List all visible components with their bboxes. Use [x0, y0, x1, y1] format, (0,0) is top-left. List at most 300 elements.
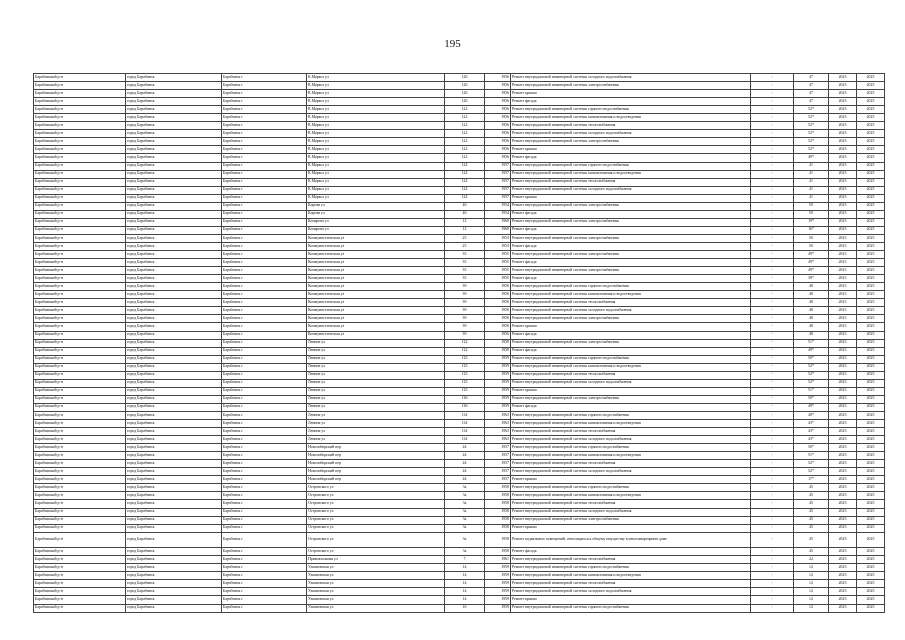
settlement-cell: город Барабинск — [126, 259, 222, 267]
cost-cell: - — [751, 242, 794, 250]
house-number-cell: 122 — [445, 114, 485, 122]
cost-cell: - — [751, 218, 794, 226]
end-year-cell: 2025 — [857, 363, 885, 371]
locality-cell: Барабинск г — [222, 154, 307, 162]
work-type-cell: Ремонт крыши — [511, 194, 751, 202]
district-cell: Барабинский р-н — [34, 122, 126, 130]
build-year-cell: 1957 — [485, 460, 511, 468]
street-cell: К.Маркса ул — [307, 194, 445, 202]
build-year-cell: 1958 — [485, 532, 511, 548]
table-row — [34, 226, 885, 234]
build-year-cell: 1963 — [485, 428, 511, 436]
build-year-cell: 1955 — [485, 259, 511, 267]
settlement-cell: город Барабинск — [126, 267, 222, 275]
cost-cell: - — [751, 484, 794, 492]
locality-cell: Барабинск г — [222, 210, 307, 218]
locality-cell: Барабинск г — [222, 259, 307, 267]
district-cell: Барабинский р-н — [34, 98, 126, 106]
wear-cell: 16* — [794, 226, 829, 234]
house-number-cell: 125 — [445, 371, 485, 379]
table-row — [34, 484, 885, 492]
settlement-cell: город Барабинск — [126, 242, 222, 250]
build-year-cell: 1958 — [485, 524, 511, 532]
work-type-cell: Ремонт внутридомовой инженерной системы холодного водоснабжения — [511, 74, 751, 82]
start-year-cell: 2023 — [829, 580, 857, 588]
locality-cell: Барабинск г — [222, 532, 307, 548]
settlement-cell: город Барабинск — [126, 130, 222, 138]
locality-cell: Барабинск г — [222, 267, 307, 275]
street-cell: Коммунистическая ул — [307, 323, 445, 331]
locality-cell: Барабинск г — [222, 122, 307, 130]
street-cell: Коммунистическая ул — [307, 299, 445, 307]
locality-cell: Барабинск г — [222, 411, 307, 419]
end-year-cell: 2025 — [857, 572, 885, 580]
locality-cell: Барабинск г — [222, 347, 307, 355]
start-year-cell: 2023 — [829, 428, 857, 436]
district-cell: Барабинский р-н — [34, 411, 126, 419]
start-year-cell: 2023 — [829, 524, 857, 532]
wear-cell: 49* — [794, 154, 829, 162]
district-cell: Барабинский р-н — [34, 194, 126, 202]
street-cell: Коммунистическая ул — [307, 259, 445, 267]
start-year-cell: 2023 — [829, 267, 857, 275]
locality-cell: Барабинск г — [222, 588, 307, 596]
cost-cell: - — [751, 74, 794, 82]
house-number-cell: 126 — [445, 395, 485, 403]
table-row — [34, 596, 885, 604]
table-row — [34, 452, 885, 460]
district-cell: Барабинский р-н — [34, 363, 126, 371]
house-number-cell: 14 — [445, 596, 485, 604]
wear-cell: 52* — [794, 363, 829, 371]
settlement-cell: город Барабинск — [126, 596, 222, 604]
district-cell: Барабинский р-н — [34, 403, 126, 411]
locality-cell: Барабинск г — [222, 371, 307, 379]
cost-cell: - — [751, 138, 794, 146]
start-year-cell: 2023 — [829, 283, 857, 291]
table-row — [34, 299, 885, 307]
locality-cell: Барабинск г — [222, 476, 307, 484]
cost-cell: - — [751, 122, 794, 130]
end-year-cell: 2025 — [857, 130, 885, 138]
cost-cell: - — [751, 395, 794, 403]
table-row — [34, 234, 885, 242]
start-year-cell: 2023 — [829, 154, 857, 162]
wear-cell: 49* — [794, 403, 829, 411]
street-cell: Островского ул — [307, 500, 445, 508]
locality-cell: Барабинск г — [222, 178, 307, 186]
work-type-cell: Ремонт фасада — [511, 98, 751, 106]
locality-cell: Барабинск г — [222, 114, 307, 122]
work-type-cell: Ремонт внутридомовой инженерной системы электроснабжения — [511, 202, 751, 210]
work-type-cell: Ремонт внутридомовой инженерной системы горячего водоснабжения — [511, 355, 751, 363]
district-cell: Барабинский р-н — [34, 90, 126, 98]
end-year-cell: 2025 — [857, 82, 885, 90]
start-year-cell: 2023 — [829, 508, 857, 516]
table-row — [34, 347, 885, 355]
locality-cell: Барабинск г — [222, 90, 307, 98]
house-number-cell: 35 — [445, 267, 485, 275]
start-year-cell: 2023 — [829, 379, 857, 387]
house-number-cell: 122 — [445, 106, 485, 114]
start-year-cell: 2023 — [829, 403, 857, 411]
end-year-cell: 2025 — [857, 146, 885, 154]
district-cell: Барабинский р-н — [34, 355, 126, 363]
table-row — [34, 291, 885, 299]
locality-cell: Барабинск г — [222, 307, 307, 315]
end-year-cell: 2025 — [857, 604, 885, 612]
end-year-cell: 2025 — [857, 564, 885, 572]
settlement-cell: город Барабинск — [126, 178, 222, 186]
settlement-cell: город Барабинск — [126, 170, 222, 178]
house-number-cell: 39 — [445, 283, 485, 291]
table-row — [34, 74, 885, 82]
table-row — [34, 476, 885, 484]
house-number-cell: 39 — [445, 331, 485, 339]
cost-cell: - — [751, 379, 794, 387]
street-cell: Ленина ул — [307, 411, 445, 419]
table-row — [34, 387, 885, 395]
wear-cell: 40* — [794, 411, 829, 419]
house-number-cell: 120 — [445, 74, 485, 82]
table-row — [34, 323, 885, 331]
table-row — [34, 130, 885, 138]
end-year-cell: 2025 — [857, 355, 885, 363]
work-type-cell: Ремонт внутридомовой инженерной системы горячего водоснабжения — [511, 411, 751, 419]
house-number-cell: 134 — [445, 436, 485, 444]
wear-cell: 22 — [794, 556, 829, 564]
build-year-cell: 1955 — [485, 275, 511, 283]
settlement-cell: город Барабинск — [126, 82, 222, 90]
wear-cell: 41 — [794, 170, 829, 178]
cost-cell: - — [751, 355, 794, 363]
district-cell: Барабинский р-н — [34, 242, 126, 250]
settlement-cell: город Барабинск — [126, 218, 222, 226]
end-year-cell: 2025 — [857, 524, 885, 532]
locality-cell: Барабинск г — [222, 428, 307, 436]
cost-cell: - — [751, 291, 794, 299]
cost-cell: - — [751, 411, 794, 419]
wear-cell: 52* — [794, 106, 829, 114]
settlement-cell: город Барабинск — [126, 122, 222, 130]
table-row — [34, 339, 885, 347]
house-number-cell: 3а — [445, 484, 485, 492]
street-cell: Коммунистическая ул — [307, 307, 445, 315]
work-type-cell: Ремонт внутридомовой инженерной системы холодного водоснабжения — [511, 307, 751, 315]
end-year-cell: 2025 — [857, 299, 885, 307]
house-number-cell: 16 — [445, 604, 485, 612]
cost-cell: - — [751, 347, 794, 355]
wear-cell: 48 — [794, 331, 829, 339]
end-year-cell: 2025 — [857, 371, 885, 379]
cost-cell: - — [751, 251, 794, 259]
wear-cell: 41 — [794, 162, 829, 170]
start-year-cell: 2023 — [829, 355, 857, 363]
locality-cell: Барабинск г — [222, 604, 307, 612]
start-year-cell: 2023 — [829, 596, 857, 604]
locality-cell: Барабинск г — [222, 572, 307, 580]
page-number: 195 — [444, 38, 461, 50]
wear-cell: 52* — [794, 468, 829, 476]
street-cell: Новосибирский пер — [307, 444, 445, 452]
end-year-cell: 2025 — [857, 98, 885, 106]
work-type-cell: Ремонт внутридомовой инженерной системы электроснабжения — [511, 82, 751, 90]
work-type-cell: Ремонт внутридомовой инженерной системы канализования и водоотведения — [511, 291, 751, 299]
house-number-cell: 126 — [445, 403, 485, 411]
start-year-cell: 2023 — [829, 251, 857, 259]
end-year-cell: 2025 — [857, 218, 885, 226]
start-year-cell: 2023 — [829, 291, 857, 299]
street-cell: К.Маркса ул — [307, 90, 445, 98]
build-year-cell: 1957 — [485, 444, 511, 452]
wear-cell: 52* — [794, 379, 829, 387]
table-row — [34, 355, 885, 363]
district-cell: Барабинский р-н — [34, 492, 126, 500]
street-cell: Ленина ул — [307, 403, 445, 411]
build-year-cell: 1958 — [485, 516, 511, 524]
settlement-cell: город Барабинск — [126, 210, 222, 218]
settlement-cell: город Барабинск — [126, 355, 222, 363]
wear-cell: 12 — [794, 572, 829, 580]
start-year-cell: 2023 — [829, 516, 857, 524]
wear-cell: 19* — [794, 218, 829, 226]
build-year-cell: 1959 — [485, 588, 511, 596]
work-type-cell: Ремонт внутридомовой инженерной системы теплоснабжения — [511, 580, 751, 588]
build-year-cell: 1957 — [485, 178, 511, 186]
work-type-cell: Ремонт внутридомовой инженерной системы холодного водоснабжения — [511, 186, 751, 194]
cost-cell: - — [751, 452, 794, 460]
district-cell: Барабинский р-н — [34, 331, 126, 339]
work-type-cell: Ремонт крыши — [511, 90, 751, 98]
build-year-cell: 1959 — [485, 371, 511, 379]
house-number-cell: 3а — [445, 492, 485, 500]
cost-cell: - — [751, 492, 794, 500]
locality-cell: Барабинск г — [222, 420, 307, 428]
table-row — [34, 194, 885, 202]
end-year-cell: 2025 — [857, 226, 885, 234]
wear-cell: 41 — [794, 194, 829, 202]
cost-cell: - — [751, 90, 794, 98]
settlement-cell: город Барабинск — [126, 420, 222, 428]
wear-cell: 52* — [794, 371, 829, 379]
table-row — [34, 90, 885, 98]
end-year-cell: 2025 — [857, 339, 885, 347]
cost-cell: - — [751, 226, 794, 234]
cost-cell: - — [751, 476, 794, 484]
settlement-cell: город Барабинск — [126, 532, 222, 548]
table-row — [34, 202, 885, 210]
district-cell: Барабинский р-н — [34, 588, 126, 596]
table-row — [34, 371, 885, 379]
cost-cell: - — [751, 548, 794, 556]
district-cell: Барабинский р-н — [34, 532, 126, 548]
cost-cell: - — [751, 371, 794, 379]
house-number-cell: 39 — [445, 299, 485, 307]
end-year-cell: 2025 — [857, 194, 885, 202]
locality-cell: Барабинск г — [222, 355, 307, 363]
start-year-cell: 2023 — [829, 90, 857, 98]
table-row — [34, 283, 885, 291]
locality-cell: Барабинск г — [222, 146, 307, 154]
street-cell: Ленина ул — [307, 420, 445, 428]
cost-cell: - — [751, 186, 794, 194]
settlement-cell: город Барабинск — [126, 468, 222, 476]
settlement-cell: город Барабинск — [126, 202, 222, 210]
district-cell: Барабинский р-н — [34, 444, 126, 452]
house-number-cell: 122 — [445, 347, 485, 355]
work-type-cell: Ремонт внутридомовой инженерной системы теплоснабжения — [511, 122, 751, 130]
settlement-cell: город Барабинск — [126, 580, 222, 588]
street-cell: К.Маркса ул — [307, 138, 445, 146]
district-cell: Барабинский р-н — [34, 82, 126, 90]
house-number-cell: 46 — [445, 210, 485, 218]
start-year-cell: 2023 — [829, 604, 857, 612]
start-year-cell: 2023 — [829, 315, 857, 323]
cost-cell: - — [751, 604, 794, 612]
build-year-cell: 1958 — [485, 508, 511, 516]
cost-cell: - — [751, 363, 794, 371]
wear-cell: 43* — [794, 428, 829, 436]
locality-cell: Барабинск г — [222, 275, 307, 283]
house-number-cell: 12 — [445, 226, 485, 234]
street-cell: Ленина ул — [307, 355, 445, 363]
settlement-cell: город Барабинск — [126, 323, 222, 331]
cost-cell: - — [751, 82, 794, 90]
table-row — [34, 122, 885, 130]
district-cell: Барабинский р-н — [34, 74, 126, 82]
cost-cell: - — [751, 299, 794, 307]
build-year-cell: 1956 — [485, 114, 511, 122]
build-year-cell: 1959 — [485, 387, 511, 395]
build-year-cell: 1957 — [485, 468, 511, 476]
cost-cell: - — [751, 210, 794, 218]
district-cell: Барабинский р-н — [34, 170, 126, 178]
wear-cell: 51* — [794, 452, 829, 460]
start-year-cell: 2023 — [829, 146, 857, 154]
street-cell: К.Маркса ул — [307, 98, 445, 106]
wear-cell: 50* — [794, 355, 829, 363]
locality-cell: Барабинск г — [222, 436, 307, 444]
wear-cell: 48 — [794, 283, 829, 291]
work-type-cell: Ремонт фасада — [511, 154, 751, 162]
settlement-cell: город Барабинск — [126, 315, 222, 323]
district-cell: Барабинский р-н — [34, 484, 126, 492]
wear-cell: 48 — [794, 291, 829, 299]
cost-cell: - — [751, 468, 794, 476]
work-type-cell: Ремонт внутридомовой инженерной системы теплоснабжения — [511, 556, 751, 564]
cost-cell: - — [751, 259, 794, 267]
street-cell: К.Маркса ул — [307, 162, 445, 170]
house-number-cell: 12 — [445, 218, 485, 226]
settlement-cell: город Барабинск — [126, 379, 222, 387]
work-type-cell: Ремонт внутридомовой инженерной системы холодного водоснабжения — [511, 436, 751, 444]
build-year-cell: 1961 — [485, 556, 511, 564]
settlement-cell: город Барабинск — [126, 548, 222, 556]
start-year-cell: 2023 — [829, 122, 857, 130]
district-cell: Барабинский р-н — [34, 516, 126, 524]
house-number-cell: 120 — [445, 82, 485, 90]
build-year-cell: 1960 — [485, 226, 511, 234]
end-year-cell: 2025 — [857, 444, 885, 452]
street-cell: Ленина ул — [307, 395, 445, 403]
end-year-cell: 2025 — [857, 379, 885, 387]
district-cell: Барабинский р-н — [34, 106, 126, 114]
end-year-cell: 2025 — [857, 331, 885, 339]
house-number-cell: 124 — [445, 194, 485, 202]
end-year-cell: 2025 — [857, 275, 885, 283]
end-year-cell: 2025 — [857, 403, 885, 411]
table-row — [34, 420, 885, 428]
street-cell: Ульяновская ул — [307, 564, 445, 572]
house-number-cell: 46 — [445, 202, 485, 210]
settlement-cell: город Барабинск — [126, 403, 222, 411]
build-year-cell: 1963 — [485, 436, 511, 444]
street-cell: Ленина ул — [307, 347, 445, 355]
cost-cell: - — [751, 516, 794, 524]
table-row — [34, 251, 885, 259]
house-number-cell: 120 — [445, 90, 485, 98]
build-year-cell: 1963 — [485, 411, 511, 419]
street-cell: Островского ул — [307, 492, 445, 500]
house-number-cell: 124 — [445, 178, 485, 186]
cost-cell: - — [751, 114, 794, 122]
wear-cell: 45 — [794, 516, 829, 524]
locality-cell: Барабинск г — [222, 291, 307, 299]
build-year-cell: 1959 — [485, 604, 511, 612]
end-year-cell: 2025 — [857, 468, 885, 476]
district-cell: Барабинский р-н — [34, 420, 126, 428]
end-year-cell: 2025 — [857, 267, 885, 275]
build-year-cell: 1956 — [485, 323, 511, 331]
build-year-cell: 1956 — [485, 90, 511, 98]
street-cell: К.Маркса ул — [307, 122, 445, 130]
end-year-cell: 2025 — [857, 347, 885, 355]
cost-cell: - — [751, 428, 794, 436]
end-year-cell: 2025 — [857, 596, 885, 604]
house-number-cell: 120 — [445, 98, 485, 106]
build-year-cell: 1956 — [485, 130, 511, 138]
settlement-cell: город Барабинск — [126, 186, 222, 194]
district-cell: Барабинский р-н — [34, 162, 126, 170]
wear-cell: 52* — [794, 114, 829, 122]
table-row — [34, 508, 885, 516]
work-type-cell: Ремонт внутридомовой инженерной системы электроснабжения — [511, 267, 751, 275]
end-year-cell: 2025 — [857, 323, 885, 331]
district-cell: Барабинский р-н — [34, 114, 126, 122]
house-number-cell: 125 — [445, 363, 485, 371]
locality-cell: Барабинск г — [222, 130, 307, 138]
end-year-cell: 2025 — [857, 476, 885, 484]
build-year-cell: 1958 — [485, 500, 511, 508]
wear-cell: 51* — [794, 387, 829, 395]
cost-cell: - — [751, 532, 794, 548]
build-year-cell: 1957 — [485, 162, 511, 170]
district-cell: Барабинский р-н — [34, 299, 126, 307]
cost-cell: - — [751, 130, 794, 138]
work-type-cell: Ремонт крыши — [511, 524, 751, 532]
end-year-cell: 2025 — [857, 242, 885, 250]
work-type-cell: Ремонт внутридомовой инженерной системы канализования и водоотведения — [511, 492, 751, 500]
house-number-cell: 39 — [445, 315, 485, 323]
wear-cell: 48 — [794, 307, 829, 315]
table-row — [34, 114, 885, 122]
house-number-cell: 14 — [445, 588, 485, 596]
work-type-cell: Ремонт внутридомовой инженерной системы теплоснабжения — [511, 178, 751, 186]
locality-cell: Барабинск г — [222, 403, 307, 411]
district-cell: Барабинский р-н — [34, 186, 126, 194]
street-cell: Ленина ул — [307, 387, 445, 395]
cost-cell: - — [751, 524, 794, 532]
